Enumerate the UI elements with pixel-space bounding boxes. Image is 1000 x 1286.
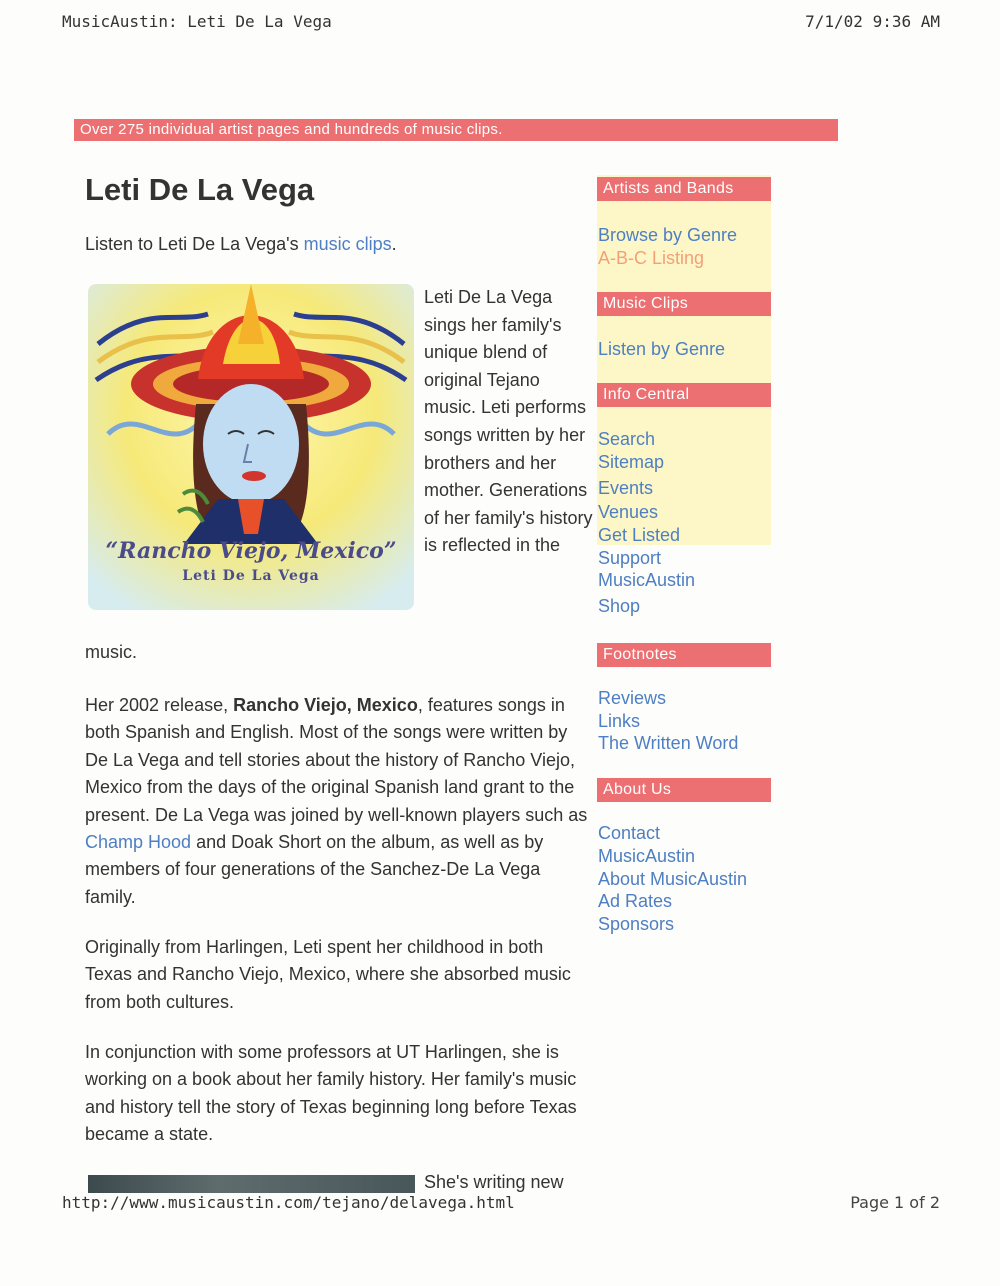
sidebar-link-venues[interactable]: Venues bbox=[598, 502, 659, 522]
sidebar-link-search[interactable]: Search bbox=[598, 429, 656, 449]
sidebar-link-listen-genre[interactable]: Listen by Genre bbox=[598, 339, 726, 359]
sidebar-link-shop[interactable]: Shop bbox=[598, 596, 641, 616]
album-caption-title: “Rancho Viejo, Mexico” bbox=[105, 538, 397, 564]
cut-off-image bbox=[88, 1175, 415, 1193]
sidebar-link-get-listed[interactable]: Get Listed bbox=[598, 525, 681, 545]
sidebar-link-about-musicaustin[interactable]: About MusicAustin bbox=[598, 869, 748, 889]
intro-suffix: . bbox=[391, 234, 397, 254]
release-text-a: Her 2002 release, bbox=[85, 695, 234, 715]
sidebar-link-ad-rates[interactable]: Ad Rates bbox=[598, 891, 673, 911]
print-title: MusicAustin: Leti De La Vega bbox=[62, 12, 332, 31]
artist-description: Leti De La Vega sings her family's unique blend of original Tejano music. Leti performs songs written by her brothers and her mother. Generations of her family's history is reflected in the bbox=[424, 287, 593, 556]
print-datetime: 7/1/02 9:36 AM bbox=[805, 12, 940, 31]
sidebar-heading-artists: Artists and Bands bbox=[597, 177, 771, 201]
sidebar-heading-about-us: About Us bbox=[597, 778, 771, 802]
sidebar-link-contact[interactable]: Contact bbox=[598, 823, 661, 843]
sidebar-link-events[interactable]: Events bbox=[598, 478, 654, 498]
sidebar-heading-music-clips: Music Clips bbox=[597, 292, 771, 316]
sidebar-link-browse-genre[interactable]: Browse by Genre bbox=[598, 225, 738, 245]
intro-line bbox=[85, 234, 397, 255]
album-name: Rancho Viejo, Mexico bbox=[233, 695, 418, 715]
sidebar-link-contact-musicaustin[interactable]: MusicAustin bbox=[598, 846, 696, 866]
album-caption bbox=[88, 538, 414, 584]
print-header bbox=[62, 12, 940, 31]
print-footer bbox=[62, 1193, 940, 1212]
book-paragraph: In conjunction with some professors at UT Harlingen, she is working on a book about her family history. Her family's music and history tell the story of Texas beginning long before Texas became a state. bbox=[85, 1042, 577, 1145]
sidebar-link-sponsors[interactable]: Sponsors bbox=[598, 914, 675, 934]
childhood-paragraph: Originally from Harlingen, Leti spent her childhood in both Texas and Rancho Viejo, Mexico, where she absorbed music from both cultures. bbox=[85, 937, 571, 1012]
release-paragraph bbox=[85, 692, 590, 911]
artist-description-end: music. bbox=[85, 642, 138, 662]
page-number: Page 1 of 2 bbox=[850, 1193, 940, 1212]
sidebar-heading-footnotes: Footnotes bbox=[597, 643, 771, 667]
sidebar-heading-info-central: Info Central bbox=[597, 383, 771, 407]
page-title: Leti De La Vega bbox=[85, 172, 315, 207]
sidebar-link-written-word[interactable]: The Written Word bbox=[598, 733, 739, 753]
truncated-text: She's writing new bbox=[424, 1172, 564, 1192]
sidebar-link-support[interactable]: Support bbox=[598, 548, 662, 568]
intro-prefix: Listen to Leti De La Vega's bbox=[85, 234, 304, 254]
album-caption-artist: Leti De La Vega bbox=[182, 568, 320, 584]
music-clips-link[interactable]: music clips bbox=[303, 234, 392, 254]
champ-hood-link[interactable]: Champ Hood bbox=[85, 832, 192, 853]
release-text-c: and Doak Short on the album, as well as by members of four generations of the Sanchez-De La Vega family. bbox=[85, 832, 544, 907]
sidebar-link-reviews[interactable]: Reviews bbox=[598, 688, 667, 708]
sidebar-link-abc-listing[interactable]: A-B-C Listing bbox=[598, 248, 705, 268]
truncated-paragraph bbox=[88, 1172, 593, 1194]
release-text-b: , features songs in both Spanish and English. Most of the songs were written by De La Vega and tell stories about the history of Rancho Viejo, Mexico from the days of the original Spanish land grant to the present. De La Vega was joined by well-known players such as bbox=[85, 695, 588, 825]
sidebar-link-links[interactable]: Links bbox=[598, 711, 641, 731]
print-url: http://www.musicaustin.com/tejano/delavega.html bbox=[62, 1193, 515, 1212]
sidebar-link-sitemap[interactable]: Sitemap bbox=[598, 452, 665, 472]
sidebar-link-support-musicaustin[interactable]: MusicAustin bbox=[598, 570, 696, 590]
promo-banner: Over 275 individual artist pages and hundreds of music clips. bbox=[74, 119, 838, 141]
